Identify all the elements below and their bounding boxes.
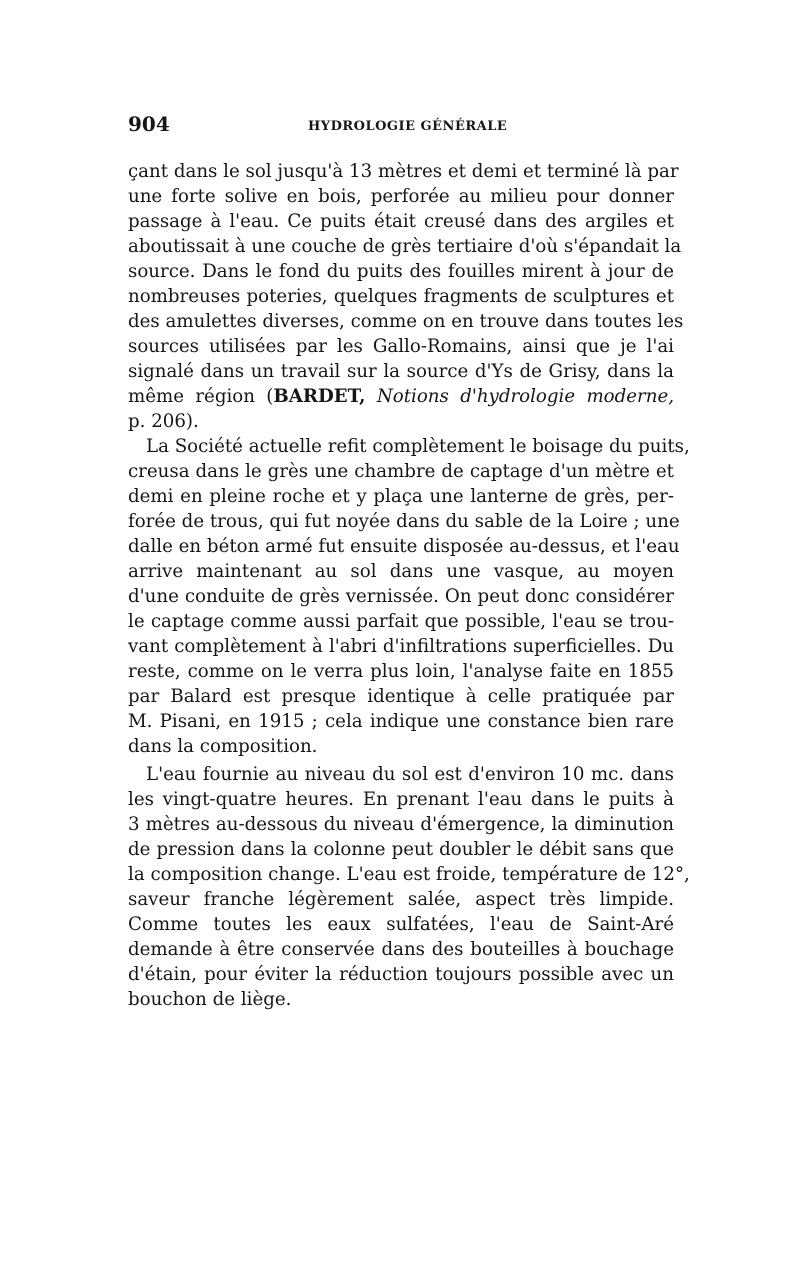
page-number: 904 [128,112,170,136]
text-line: çant dans le sol jusqu'à 13 mètres et demi et terminé là par [128,161,679,182]
text-line: saveur franche légèrement salée, aspect très limpide. [128,889,674,910]
text-line: forée de trous, qui fut noyée dans du sable de la Loire ; une [128,511,680,532]
text-line: M. Pisani, en 1915 ; cela indique une constance bien rare [128,711,674,732]
text-line: le captage comme aussi parfait que possible, l'eau se trou- [128,611,674,632]
text-line: des amulettes diverses, comme on en trouve dans toutes les [128,311,684,332]
text-line: passage à l'eau. Ce puits était creusé dans des argiles et [128,211,674,232]
text-line: Comme toutes les eaux sulfatées, l'eau de Saint-Aré [128,914,674,935]
running-title: HYDROLOGIE GÉNÉRALE [308,119,508,134]
text-line: aboutissait à une couche de grès tertiaire d'où s'épandait la [128,236,682,257]
page-header [128,112,674,142]
text-line: reste, comme on le verra plus loin, l'analyse faite en 1855 [128,661,674,682]
text-line: p. 206). [128,411,199,432]
text-line: arrive maintenant au sol dans une vasque, au moyen [128,561,674,582]
text-line: une forte solive en bois, perforée au milieu pour donner [128,186,674,207]
text-line: d'étain, pour éviter la réduction toujours possible avec un [128,964,674,985]
text-line: source. Dans le fond du puits des fouilles mirent à jour de [128,261,674,282]
text-line: La Société actuelle refit complètement le boisage du puits, [146,436,690,457]
text-line: de pression dans la colonne peut doubler le débit sans que [128,839,674,860]
text-line: sources utilisées par les Gallo-Romains, ainsi que je l'ai [128,336,674,357]
text-line: demi en pleine roche et y plaça une lanterne de grès, per- [128,486,674,507]
text-line: la composition change. L'eau est froide, température de 12°, [128,864,690,885]
citation-prefix: même région ( [128,386,274,407]
text-line-citation [128,385,674,409]
text-line: nombreuses poteries, quelques fragments de sculptures et [128,286,674,307]
text-line: par Balard est presque identique à celle pratiquée par [128,686,674,707]
text-line: vant complètement à l'abri d'infiltrations superficielles. Du [128,636,674,657]
citation-author: BARDET, [273,386,366,407]
text-line: dalle en béton armé fut ensuite disposée au-dessus, et l'eau [128,536,680,557]
text-line: d'une conduite de grès vernissée. On peut donc considérer [128,586,674,607]
text-line: L'eau fournie au niveau du sol est d'environ 10 mc. dans [146,764,674,785]
text-line: les vingt-quatre heures. En prenant l'eau dans le puits à [128,789,674,810]
text-line: bouchon de liège. [128,989,292,1010]
text-line: dans la composition. [128,736,318,757]
text-line: 3 mètres au-dessous du niveau d'émergence, la diminution [128,814,674,835]
text-line: signalé dans un travail sur la source d'Ys de Grisy, dans la [128,361,674,382]
citation-title: Notions d'hydrologie moderne, [376,386,674,407]
text-line: demande à être conservée dans des bouteilles à bouchage [128,939,674,960]
text-line: creusa dans le grès une chambre de captage d'un mètre et [128,461,674,482]
